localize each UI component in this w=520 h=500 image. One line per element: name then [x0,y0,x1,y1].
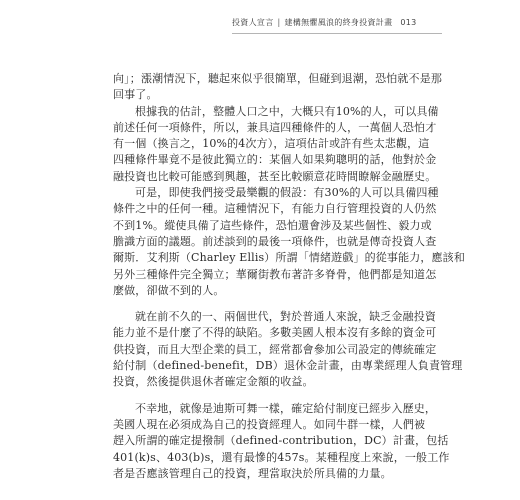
text-line: 向」；漲潮情況下，聽起來似乎很簡單，但碰到退潮，恐怕就不是那 [113,72,442,85]
paragraph [113,71,442,104]
text-line: 膽識方面的議題。前述談到的最後一項條件，也就是傳奇投資人查 [113,234,437,248]
text-line: 可是，即使我們接受最樂觀的假設：有30%的人可以具備四種 [135,186,439,200]
text-line: 另外三種條件完全獨立；華爾街教布著許多脊骨，他們都是知道怎 [113,267,437,281]
running-head-separator: | [277,18,281,27]
text-line: 前述任何一項條件，所以，兼具這四種條件的人，一萬個人恐怕才 [113,120,437,134]
text-line: 就在前不久的一、兩個世代，對於普通人來說，缺乏金融投資 [135,310,437,324]
text-line: 根據我的估計，整體人口之中，大概只有10%的人，可以具備 [135,104,439,118]
chapter-title: 建構無懼風浪的終身投資計畫 [284,18,393,27]
running-head [232,16,442,30]
text-line: 不到1%。縱使具備了這些條件，恐怕還會涉及某些個性、毅力或 [113,218,432,232]
body-text [113,71,465,482]
header-rule [232,33,442,34]
text-line: 麼做，卻做不到的人。 [113,283,225,297]
text-line: 供投資，而且大型企業的員工，經常都會參加公司設定的傳統確定 [113,342,437,356]
text-line: 爾斯．艾利斯（Charley Ellis）所謂「情緒遊戲」的從事能力，應該和 [113,251,465,265]
text-line: 四種條件畢竟不是彼此獨立的：某個人如果夠聰明的話，他對於金 [113,153,437,167]
text-line: 401(k)s、403(b)s，還有最慘的457s。某種程度上來說，一般工作 [113,450,450,464]
text-line: 條件之中的任何一種。這種情況下，有能力自行管理投資的人仍然 [113,202,437,216]
text-line: 有一個（換言之，10%的4次方），這項估計或許有些太悲觀，這 [113,137,430,151]
page-number: 013 [400,18,417,27]
text-line: 趕入所謂的確定提撥制（defined-contribution，DC）計畫，包括 [113,434,449,448]
text-line: 融投資也比較可能感到興趣，甚至比較願意花時間瞭解金融歷史。 [113,169,437,183]
text-line: 不幸地，就像是迪斯可舞一樣，確定給付制度已經步入歷史， [135,401,437,415]
text-line: 能力並不是什麼了不得的缺陷。多數美國人根本沒有多餘的資金可 [113,326,437,340]
text-line: 美國人現在必須成為自己的投資經理人。如同牛群一樣，人們被 [113,417,426,431]
text-line: 者是否應該管理自己的投資，理當取決於所具備的力量。 [113,466,392,480]
book-title: 投資人宣言 [232,18,274,27]
text-line: 回事了。 [113,88,158,102]
text-line: 投資，然後提供退休者確定金額的收益。 [113,375,314,389]
paragraph [113,185,465,299]
text-line: 給付制（defined-benefit，DB）退休金計畫，由專業經理人負責管理 [113,359,463,373]
paragraph [113,309,463,390]
paragraph [113,104,439,185]
paragraph [113,401,450,482]
